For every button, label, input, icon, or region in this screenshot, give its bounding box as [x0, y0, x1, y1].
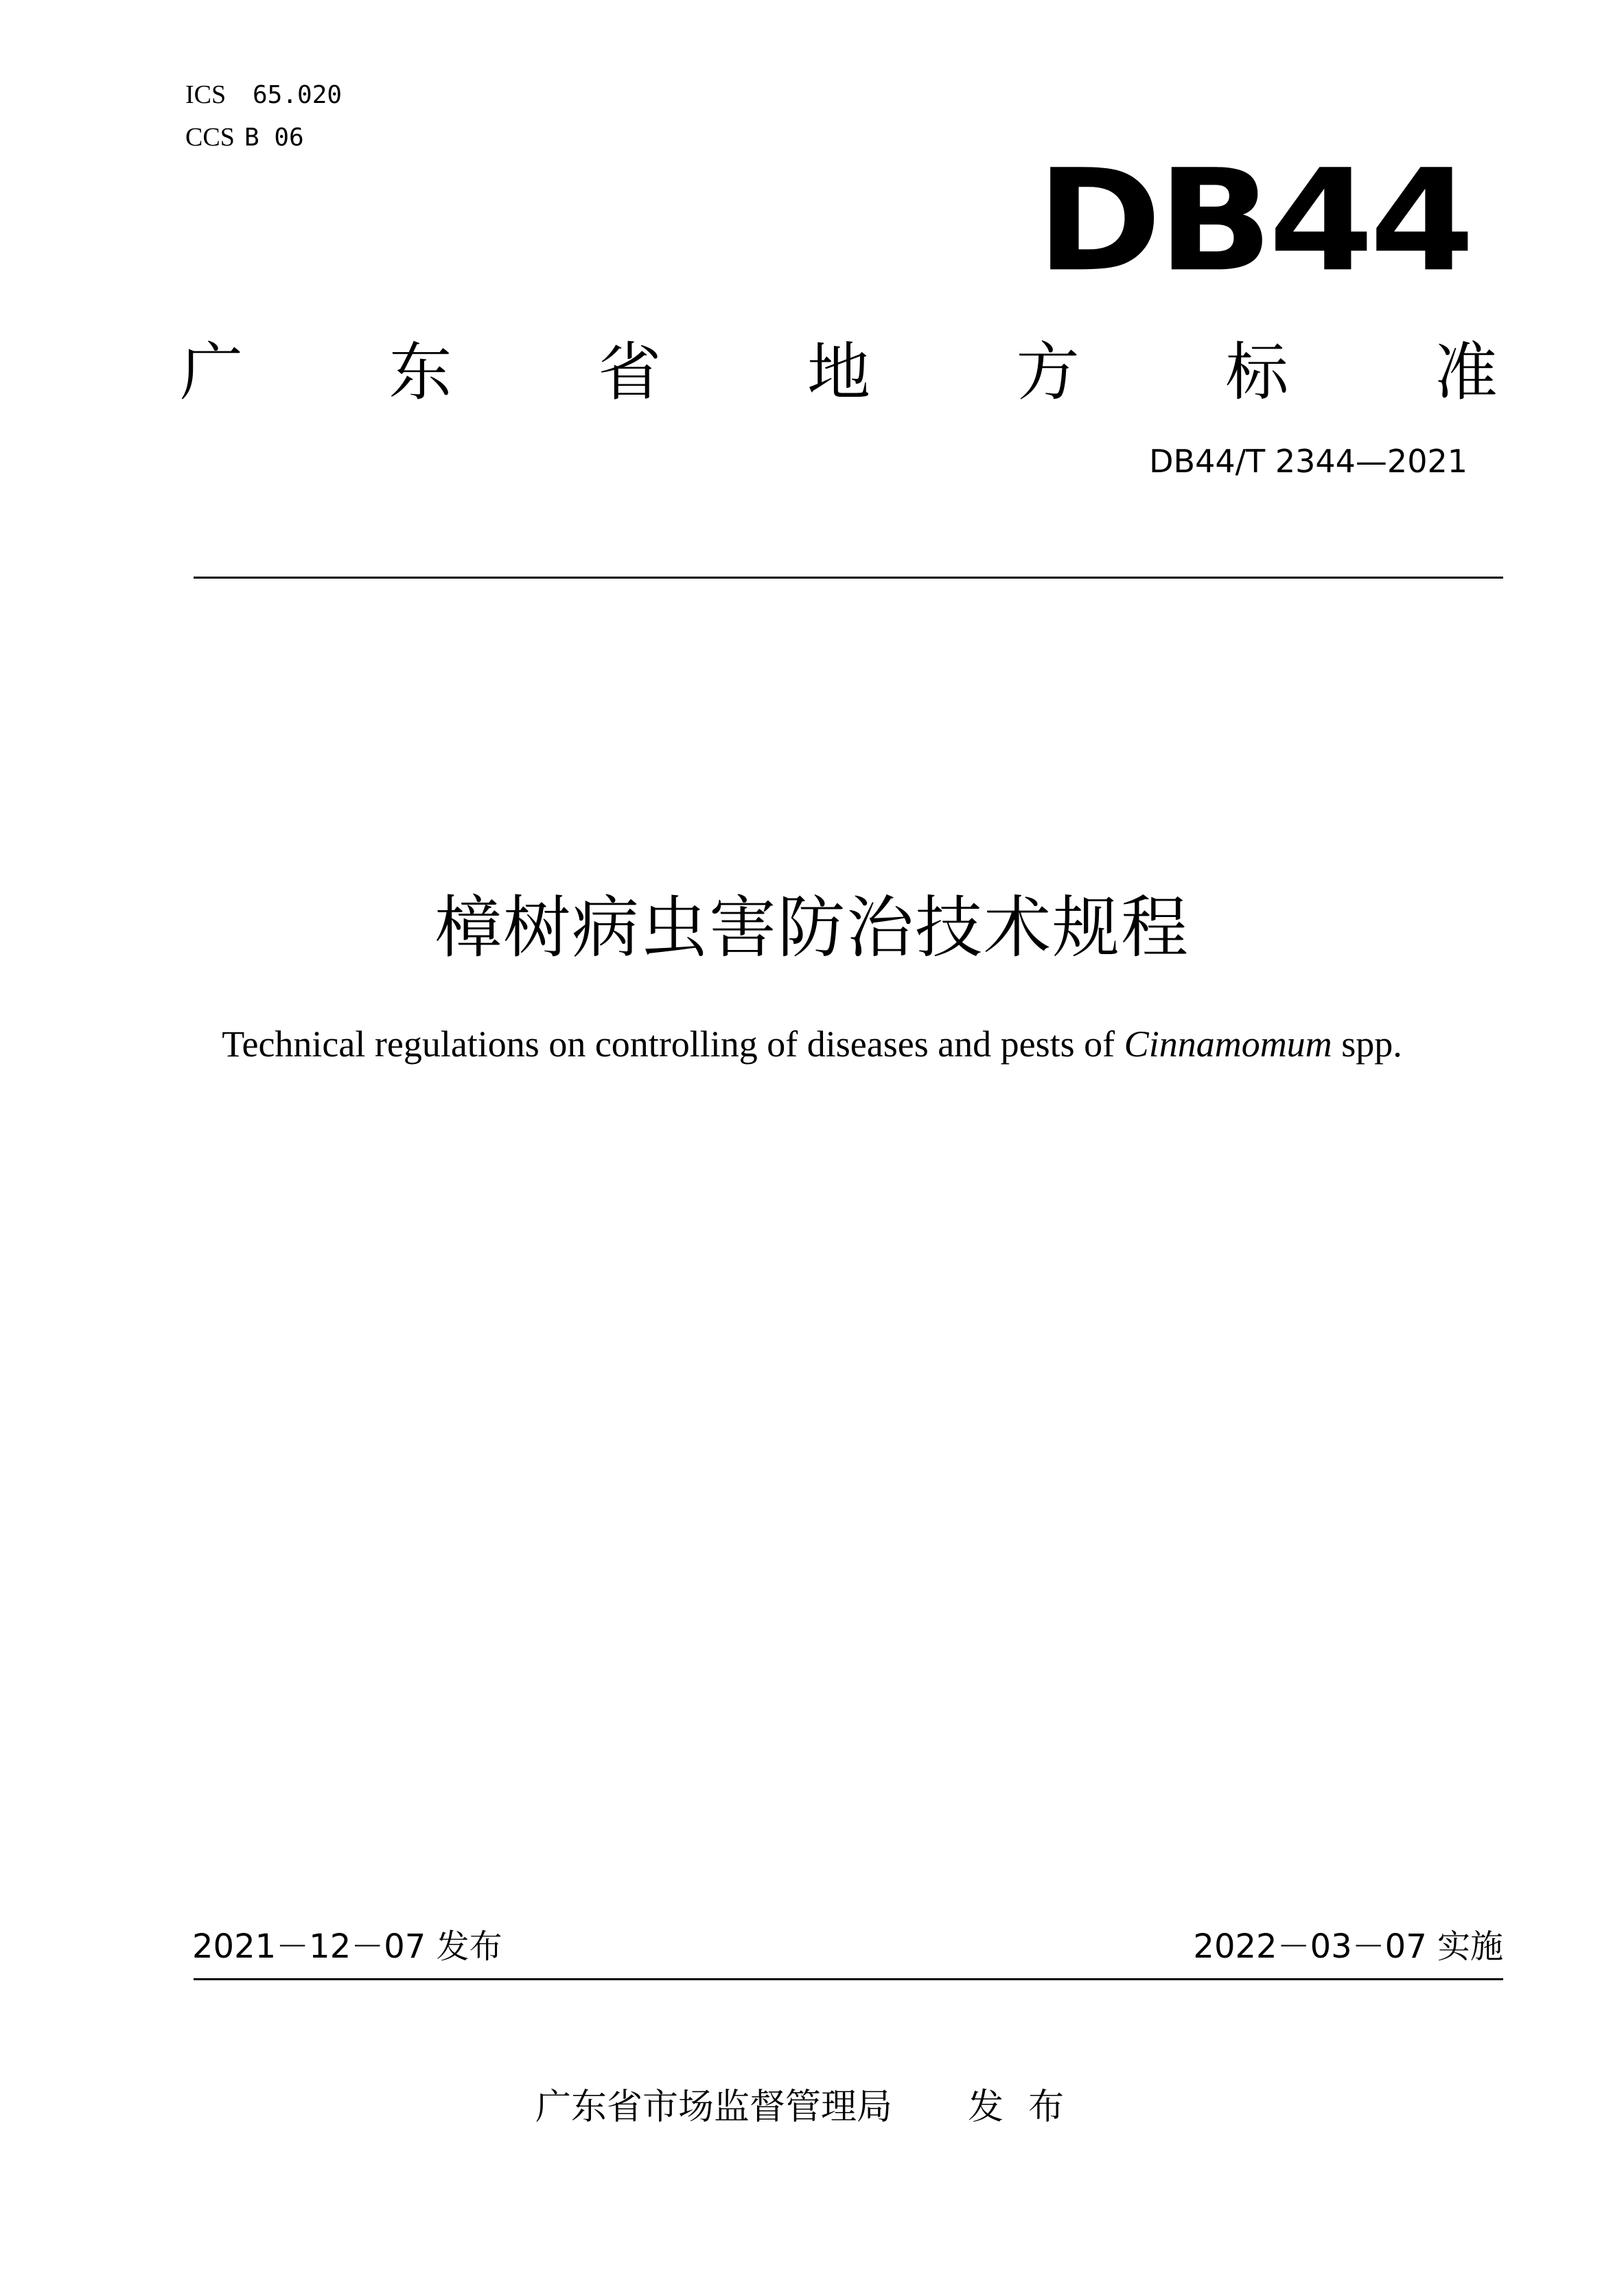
standard-type-char: 广 [180, 336, 244, 409]
top-divider [194, 577, 1503, 579]
bottom-divider [194, 1978, 1503, 1980]
implementation-date: 2022－03－07 实施 [1193, 1927, 1503, 1966]
title-english [0, 1021, 1624, 1067]
ics-value: 65.020 [253, 81, 343, 109]
standard-type-char: 方 [1016, 336, 1080, 409]
issue-date: 2021－12－07 发布 [192, 1927, 502, 1966]
ics-code [185, 80, 342, 111]
ccs-label: CCS [185, 123, 235, 152]
ics-label: ICS [185, 80, 227, 109]
standard-number: DB44/T 2344—2021 [1149, 443, 1468, 480]
title-english-prefix: Technical regulations on controlling of diseases and pests of [222, 1023, 1124, 1065]
standard-type-heading [180, 335, 1498, 410]
publisher [0, 2085, 1624, 2129]
db44-logo: DB44 [1036, 139, 1471, 303]
standard-type-char: 地 [807, 336, 870, 409]
ccs-value: B 06 [244, 124, 304, 152]
title-english-genus: Cinnamomum [1124, 1023, 1332, 1065]
title-english-suffix: spp. [1332, 1023, 1402, 1065]
ccs-code [185, 122, 304, 153]
standard-type-char: 准 [1434, 336, 1498, 409]
standard-type-char: 省 [598, 336, 662, 409]
standard-type-char: 东 [388, 336, 452, 409]
publisher-name: 广东省市场监督管理局 [535, 2087, 892, 2128]
standard-type-char: 标 [1225, 336, 1289, 409]
title-chinese: 樟树病虫害防治技术规程 [434, 889, 1190, 967]
publisher-action: 发布 [968, 2087, 1089, 2128]
